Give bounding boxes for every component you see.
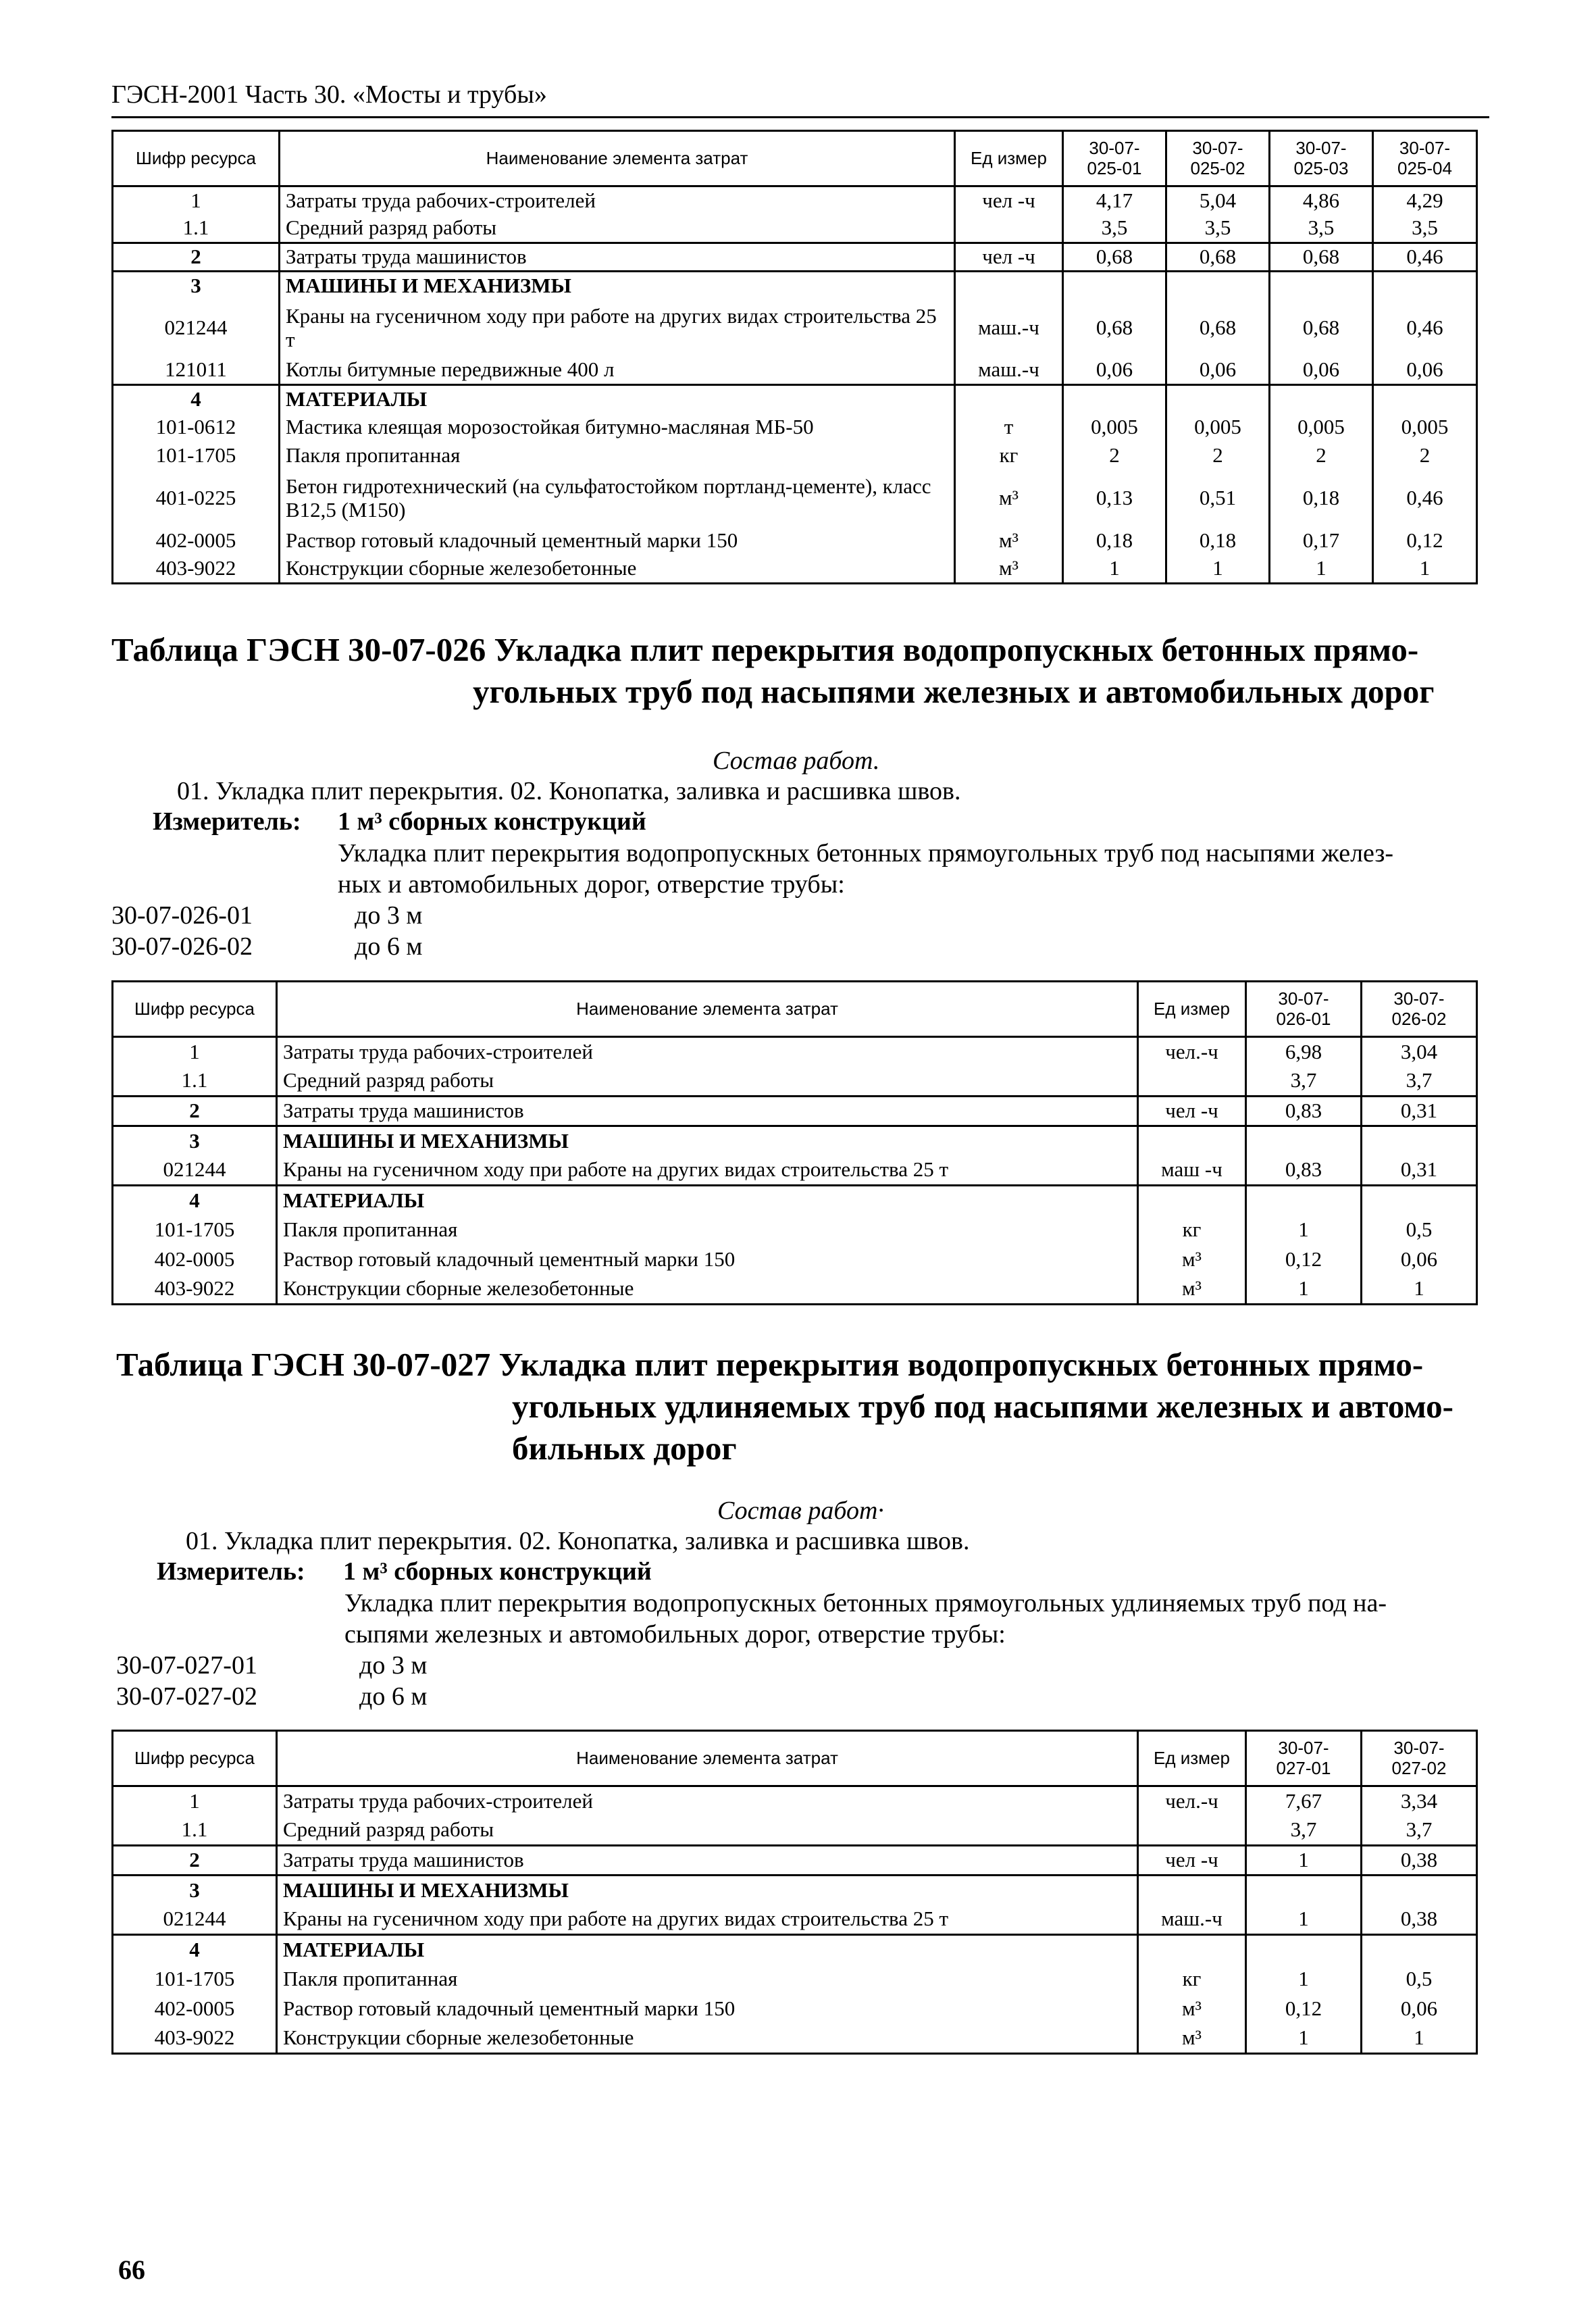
section-title-026-line2: угольных труб под насыпями железных и автомобильных дорог (473, 673, 1435, 710)
header-rule (111, 116, 1489, 118)
variant-text: до 3 м (359, 1651, 428, 1680)
resource-table-025 (111, 130, 1478, 584)
row-name: Пакля пропитанная (277, 1215, 1138, 1245)
row-name: Пакля пропитанная (280, 442, 955, 470)
row-value: 1 (1270, 555, 1373, 584)
section-heading: МАТЕРИАЛЫ (277, 1186, 1138, 1215)
row-value: 1 (1362, 1275, 1477, 1305)
resource-table-027 (111, 1730, 1478, 2055)
row-value: 0,06 (1166, 357, 1270, 385)
row-value: 0,18 (1063, 527, 1166, 555)
row-value: 2 (1063, 442, 1166, 470)
row-code: 4 (113, 1935, 277, 1965)
table-row (113, 1275, 1477, 1305)
row-value: 0,18 (1166, 527, 1270, 555)
row-unit: т (955, 413, 1063, 442)
variant-code: 30-07-027-01 (116, 1651, 257, 1680)
col-header-variant: 30-07- 027-01 (1246, 1731, 1362, 1786)
row-value: 3,7 (1362, 1816, 1477, 1846)
row-value: 0,68 (1063, 243, 1166, 272)
row-value: 4,17 (1063, 186, 1166, 215)
row-value: 1 (1246, 1905, 1362, 1935)
row-value: 0,06 (1362, 1994, 1477, 2024)
row-unit: маш -ч (1138, 1156, 1246, 1186)
variant-text: до 6 м (359, 1682, 428, 1711)
table-row (113, 1994, 1477, 2024)
table-row (113, 215, 1477, 243)
row-code: 021244 (113, 1905, 277, 1935)
table-row (113, 1215, 1477, 1245)
row-unit: кг (955, 442, 1063, 470)
row-code: 402-0005 (113, 1245, 277, 1275)
row-name: Затраты труда машинистов (280, 243, 955, 272)
row-unit (955, 215, 1063, 243)
section-title-027-line2: угольных удлиняемых труб под насыпями железных и автомо- (512, 1388, 1453, 1425)
table-row (113, 442, 1477, 470)
section-heading: МАШИНЫ И МЕХАНИЗМЫ (277, 1876, 1138, 1905)
variant-code: 30-07-026-01 (111, 901, 253, 930)
row-code: 403-9022 (113, 1275, 277, 1305)
row-value: 0,68 (1063, 300, 1166, 357)
row-name: Краны на гусеничном ходу при работе на других видах строительства 25 т (277, 1156, 1138, 1186)
row-unit: чел -ч (955, 243, 1063, 272)
variant-code: 30-07-026-02 (111, 932, 253, 961)
col-header-code: Шифр ресурса (113, 131, 280, 186)
row-unit: м³ (1138, 1994, 1246, 2024)
row-value: 0,31 (1362, 1097, 1477, 1126)
row-name: Котлы битумные передвижные 400 л (280, 357, 955, 385)
col-header-code: Шифр ресурса (113, 982, 277, 1037)
row-unit: маш.-ч (955, 357, 1063, 385)
col-header-unit: Ед измер (1138, 1731, 1246, 1786)
row-value: 0,17 (1270, 527, 1373, 555)
col-header-variant: 30-07- 025-01 (1063, 131, 1166, 186)
measure-label: Измеритель: (153, 807, 301, 836)
row-code: 021244 (113, 300, 280, 357)
row-code: 2 (113, 1097, 277, 1126)
row-value: 0,68 (1166, 243, 1270, 272)
section-row-machines (113, 272, 1477, 300)
section-title-026-line1: Таблица ГЭСН 30-07-026 Укладка плит перекрытия водопропускных бетонных прямо- (111, 631, 1419, 668)
row-unit: кг (1138, 1215, 1246, 1245)
table-header-row (113, 131, 1477, 186)
col-header-variant: 30-07- 027-02 (1362, 1731, 1477, 1786)
row-unit: кг (1138, 1965, 1246, 1994)
row-code: 101-1705 (113, 442, 280, 470)
col-header-code: Шифр ресурса (113, 1731, 277, 1786)
col-header-unit: Ед измер (955, 131, 1063, 186)
row-name: Затраты труда машинистов (277, 1097, 1138, 1126)
row-value: 3,34 (1362, 1786, 1477, 1816)
resource-table-026 (111, 980, 1478, 1305)
row-value: 0,005 (1063, 413, 1166, 442)
table-row (113, 1786, 1477, 1816)
composition-text: 01. Укладка плит перекрытия. 02. Конопатка, заливка и расшивка швов. (186, 1527, 970, 1555)
col-header-unit: Ед измер (1138, 982, 1246, 1037)
row-value: 0,06 (1270, 357, 1373, 385)
row-value: 0,13 (1063, 470, 1166, 527)
row-code: 2 (113, 243, 280, 272)
table-header-row (113, 1731, 1477, 1786)
row-value: 0,06 (1373, 357, 1477, 385)
row-value: 3,5 (1063, 215, 1166, 243)
col-header-variant: 30-07- 025-02 (1166, 131, 1270, 186)
row-unit: чел.-ч (1138, 1786, 1246, 1816)
row-value: 0,12 (1373, 527, 1477, 555)
row-name: Затраты труда рабочих-строителей (277, 1037, 1138, 1067)
row-value: 3,7 (1362, 1067, 1477, 1097)
row-value: 0,005 (1373, 413, 1477, 442)
row-unit: чел -ч (955, 186, 1063, 215)
row-name: Конструкции сборные железобетонные (280, 555, 955, 584)
measure-value: 1 м³ сборных конструкций (343, 1557, 652, 1586)
row-code: 402-0005 (113, 527, 280, 555)
row-name: Затраты труда машинистов (277, 1846, 1138, 1876)
row-name: Пакля пропитанная (277, 1965, 1138, 1994)
row-code: 401-0225 (113, 470, 280, 527)
table-row (113, 1816, 1477, 1846)
table-row (113, 243, 1477, 272)
row-code: 1.1 (113, 1816, 277, 1846)
table-row (113, 1037, 1477, 1067)
table-row (113, 1965, 1477, 1994)
section-heading: МАТЕРИАЛЫ (277, 1935, 1138, 1965)
row-name: Краны на гусеничном ходу при работе на других видах строительства 25 т (277, 1905, 1138, 1935)
row-code: 4 (113, 385, 280, 413)
table-row (113, 1905, 1477, 1935)
row-value: 0,12 (1246, 1245, 1362, 1275)
row-unit: м³ (955, 470, 1063, 527)
row-code: 2 (113, 1846, 277, 1876)
composition-text: 01. Укладка плит перекрытия. 02. Конопатка, заливка и расшивка швов. (177, 777, 961, 805)
section-heading: МАШИНЫ И МЕХАНИЗМЫ (277, 1126, 1138, 1156)
col-header-variant: 30-07- 025-03 (1270, 131, 1373, 186)
row-value: 1 (1246, 2024, 1362, 2054)
row-name: Мастика клеящая морозостойкая битумно-масляная МБ-50 (280, 413, 955, 442)
table-row (113, 413, 1477, 442)
row-code: 4 (113, 1186, 277, 1215)
col-header-variant: 30-07- 025-04 (1373, 131, 1477, 186)
table-row (113, 527, 1477, 555)
row-code: 1.1 (113, 215, 280, 243)
col-header-name: Наименование элемента затрат (277, 1731, 1138, 1786)
measure-value: 1 м³ сборных конструкций (338, 807, 646, 836)
row-value: 0,12 (1246, 1994, 1362, 2024)
row-code: 1 (113, 186, 280, 215)
row-value: 1 (1063, 555, 1166, 584)
row-value: 0,46 (1373, 300, 1477, 357)
measure-label: Измеритель: (157, 1557, 305, 1586)
row-name: Средний разряд работы (277, 1067, 1138, 1097)
table-row (113, 555, 1477, 584)
row-code: 021244 (113, 1156, 277, 1186)
row-value: 0,38 (1362, 1846, 1477, 1876)
row-value: 1 (1362, 2024, 1477, 2054)
table-row (113, 1245, 1477, 1275)
variant-text: до 6 м (355, 932, 423, 961)
row-value: 0,5 (1362, 1215, 1477, 1245)
row-value: 3,5 (1270, 215, 1373, 243)
row-unit: чел -ч (1138, 1846, 1246, 1876)
row-value: 3,04 (1362, 1037, 1477, 1067)
section-title-027-line1: Таблица ГЭСН 30-07-027 Укладка плит перекрытия водопропускных бетонных прямо- (116, 1346, 1424, 1383)
row-value: 6,98 (1246, 1037, 1362, 1067)
row-unit: м³ (955, 555, 1063, 584)
row-unit (1138, 1067, 1246, 1097)
row-name: Средний разряд работы (280, 215, 955, 243)
row-value: 1 (1246, 1215, 1362, 1245)
row-name: Раствор готовый кладочный цементный марки 150 (277, 1994, 1138, 2024)
section-heading: МАШИНЫ И МЕХАНИЗМЫ (280, 272, 955, 300)
table-row (113, 470, 1477, 527)
row-name: Раствор готовый кладочный цементный марки 150 (280, 527, 955, 555)
row-unit: м³ (1138, 1245, 1246, 1275)
row-value: 0,46 (1373, 243, 1477, 272)
row-value: 0,5 (1362, 1965, 1477, 1994)
row-name: Средний разряд работы (277, 1816, 1138, 1846)
row-unit: м³ (1138, 2024, 1246, 2054)
row-code: 403-9022 (113, 2024, 277, 2054)
row-value: 4,29 (1373, 186, 1477, 215)
row-code: 101-1705 (113, 1965, 277, 1994)
table-row (113, 300, 1477, 357)
table-row (113, 357, 1477, 385)
row-code: 1 (113, 1037, 277, 1067)
table-row (113, 186, 1477, 215)
row-value: 2 (1373, 442, 1477, 470)
row-name: Краны на гусеничном ходу при работе на других видах строительства 25 т (280, 300, 955, 357)
row-unit: маш.-ч (955, 300, 1063, 357)
row-value: 0,38 (1362, 1905, 1477, 1935)
row-value: 3,7 (1246, 1816, 1362, 1846)
row-value: 3,7 (1246, 1067, 1362, 1097)
row-value: 0,68 (1270, 243, 1373, 272)
section-title-027-line3: бильных дорог (512, 1430, 737, 1467)
row-code: 121011 (113, 357, 280, 385)
section-row-machines (113, 1126, 1477, 1156)
row-name: Затраты труда рабочих-строителей (280, 186, 955, 215)
description-line2: сыпями железных и автомобильных дорог, отверстие трубы: (344, 1620, 1006, 1649)
row-code: 3 (113, 1876, 277, 1905)
section-row-materials (113, 385, 1477, 413)
row-code: 3 (113, 272, 280, 300)
row-name: Бетон гидротехнический (на сульфатостойком портланд-цементе), класс В12,5 (М150) (280, 470, 955, 527)
row-unit: м³ (955, 527, 1063, 555)
row-value: 0,005 (1166, 413, 1270, 442)
row-code: 402-0005 (113, 1994, 277, 2024)
table-row (113, 1846, 1477, 1876)
row-code: 1 (113, 1786, 277, 1816)
row-unit (1138, 1816, 1246, 1846)
row-value: 2 (1270, 442, 1373, 470)
col-header-variant: 30-07- 026-01 (1246, 982, 1362, 1037)
table-row (113, 1156, 1477, 1186)
section-row-machines (113, 1876, 1477, 1905)
table-header-row (113, 982, 1477, 1037)
section-heading: МАТЕРИАЛЫ (280, 385, 955, 413)
table-row (113, 1067, 1477, 1097)
col-header-name: Наименование элемента затрат (277, 982, 1138, 1037)
row-unit: м³ (1138, 1275, 1246, 1305)
composition-title: Состав работ· (717, 1496, 884, 1525)
row-value: 4,86 (1270, 186, 1373, 215)
composition-title: Состав работ. (713, 747, 880, 775)
variant-code: 30-07-027-02 (116, 1682, 257, 1711)
row-unit: чел -ч (1138, 1097, 1246, 1126)
row-value: 3,5 (1373, 215, 1477, 243)
row-value: 0,68 (1166, 300, 1270, 357)
row-value: 0,06 (1063, 357, 1166, 385)
row-name: Конструкции сборные железобетонные (277, 2024, 1138, 2054)
row-value: 0,005 (1270, 413, 1373, 442)
row-value: 1 (1246, 1965, 1362, 1994)
row-name: Конструкции сборные железобетонные (277, 1275, 1138, 1305)
variant-text: до 3 м (355, 901, 423, 930)
row-code: 403-9022 (113, 555, 280, 584)
row-value: 5,04 (1166, 186, 1270, 215)
row-value: 0,46 (1373, 470, 1477, 527)
page-number: 66 (118, 2255, 145, 2285)
col-header-name: Наименование элемента затрат (280, 131, 955, 186)
row-value: 2 (1166, 442, 1270, 470)
col-header-variant: 30-07- 026-02 (1362, 982, 1477, 1037)
row-code: 101-1705 (113, 1215, 277, 1245)
row-unit: маш.-ч (1138, 1905, 1246, 1935)
description-line2: ных и автомобильных дорог, отверстие трубы: (338, 870, 845, 899)
table-row (113, 2024, 1477, 2054)
table-row (113, 1097, 1477, 1126)
section-row-materials (113, 1186, 1477, 1215)
row-value: 7,67 (1246, 1786, 1362, 1816)
row-unit: чел.-ч (1138, 1037, 1246, 1067)
row-name: Затраты труда рабочих-строителей (277, 1786, 1138, 1816)
row-value: 0,18 (1270, 470, 1373, 527)
row-name: Раствор готовый кладочный цементный марки 150 (277, 1245, 1138, 1275)
row-code: 3 (113, 1126, 277, 1156)
row-value: 1 (1246, 1275, 1362, 1305)
description-line1: Укладка плит перекрытия водопропускных бетонных прямоугольных удлиняемых труб под на- (344, 1589, 1387, 1617)
row-code: 101-0612 (113, 413, 280, 442)
running-header: ГЭСН-2001 Часть 30. «Мосты и трубы» (111, 80, 547, 109)
description-line1: Укладка плит перекрытия водопропускных бетонных прямоугольных труб под насыпями желез- (338, 839, 1394, 867)
row-value: 0,51 (1166, 470, 1270, 527)
row-value: 1 (1246, 1846, 1362, 1876)
row-value: 0,83 (1246, 1097, 1362, 1126)
row-value: 0,83 (1246, 1156, 1362, 1186)
row-value: 0,68 (1270, 300, 1373, 357)
section-row-materials (113, 1935, 1477, 1965)
row-value: 1 (1373, 555, 1477, 584)
row-value: 1 (1166, 555, 1270, 584)
row-code: 1.1 (113, 1067, 277, 1097)
row-value: 0,06 (1362, 1245, 1477, 1275)
row-value: 0,31 (1362, 1156, 1477, 1186)
row-value: 3,5 (1166, 215, 1270, 243)
